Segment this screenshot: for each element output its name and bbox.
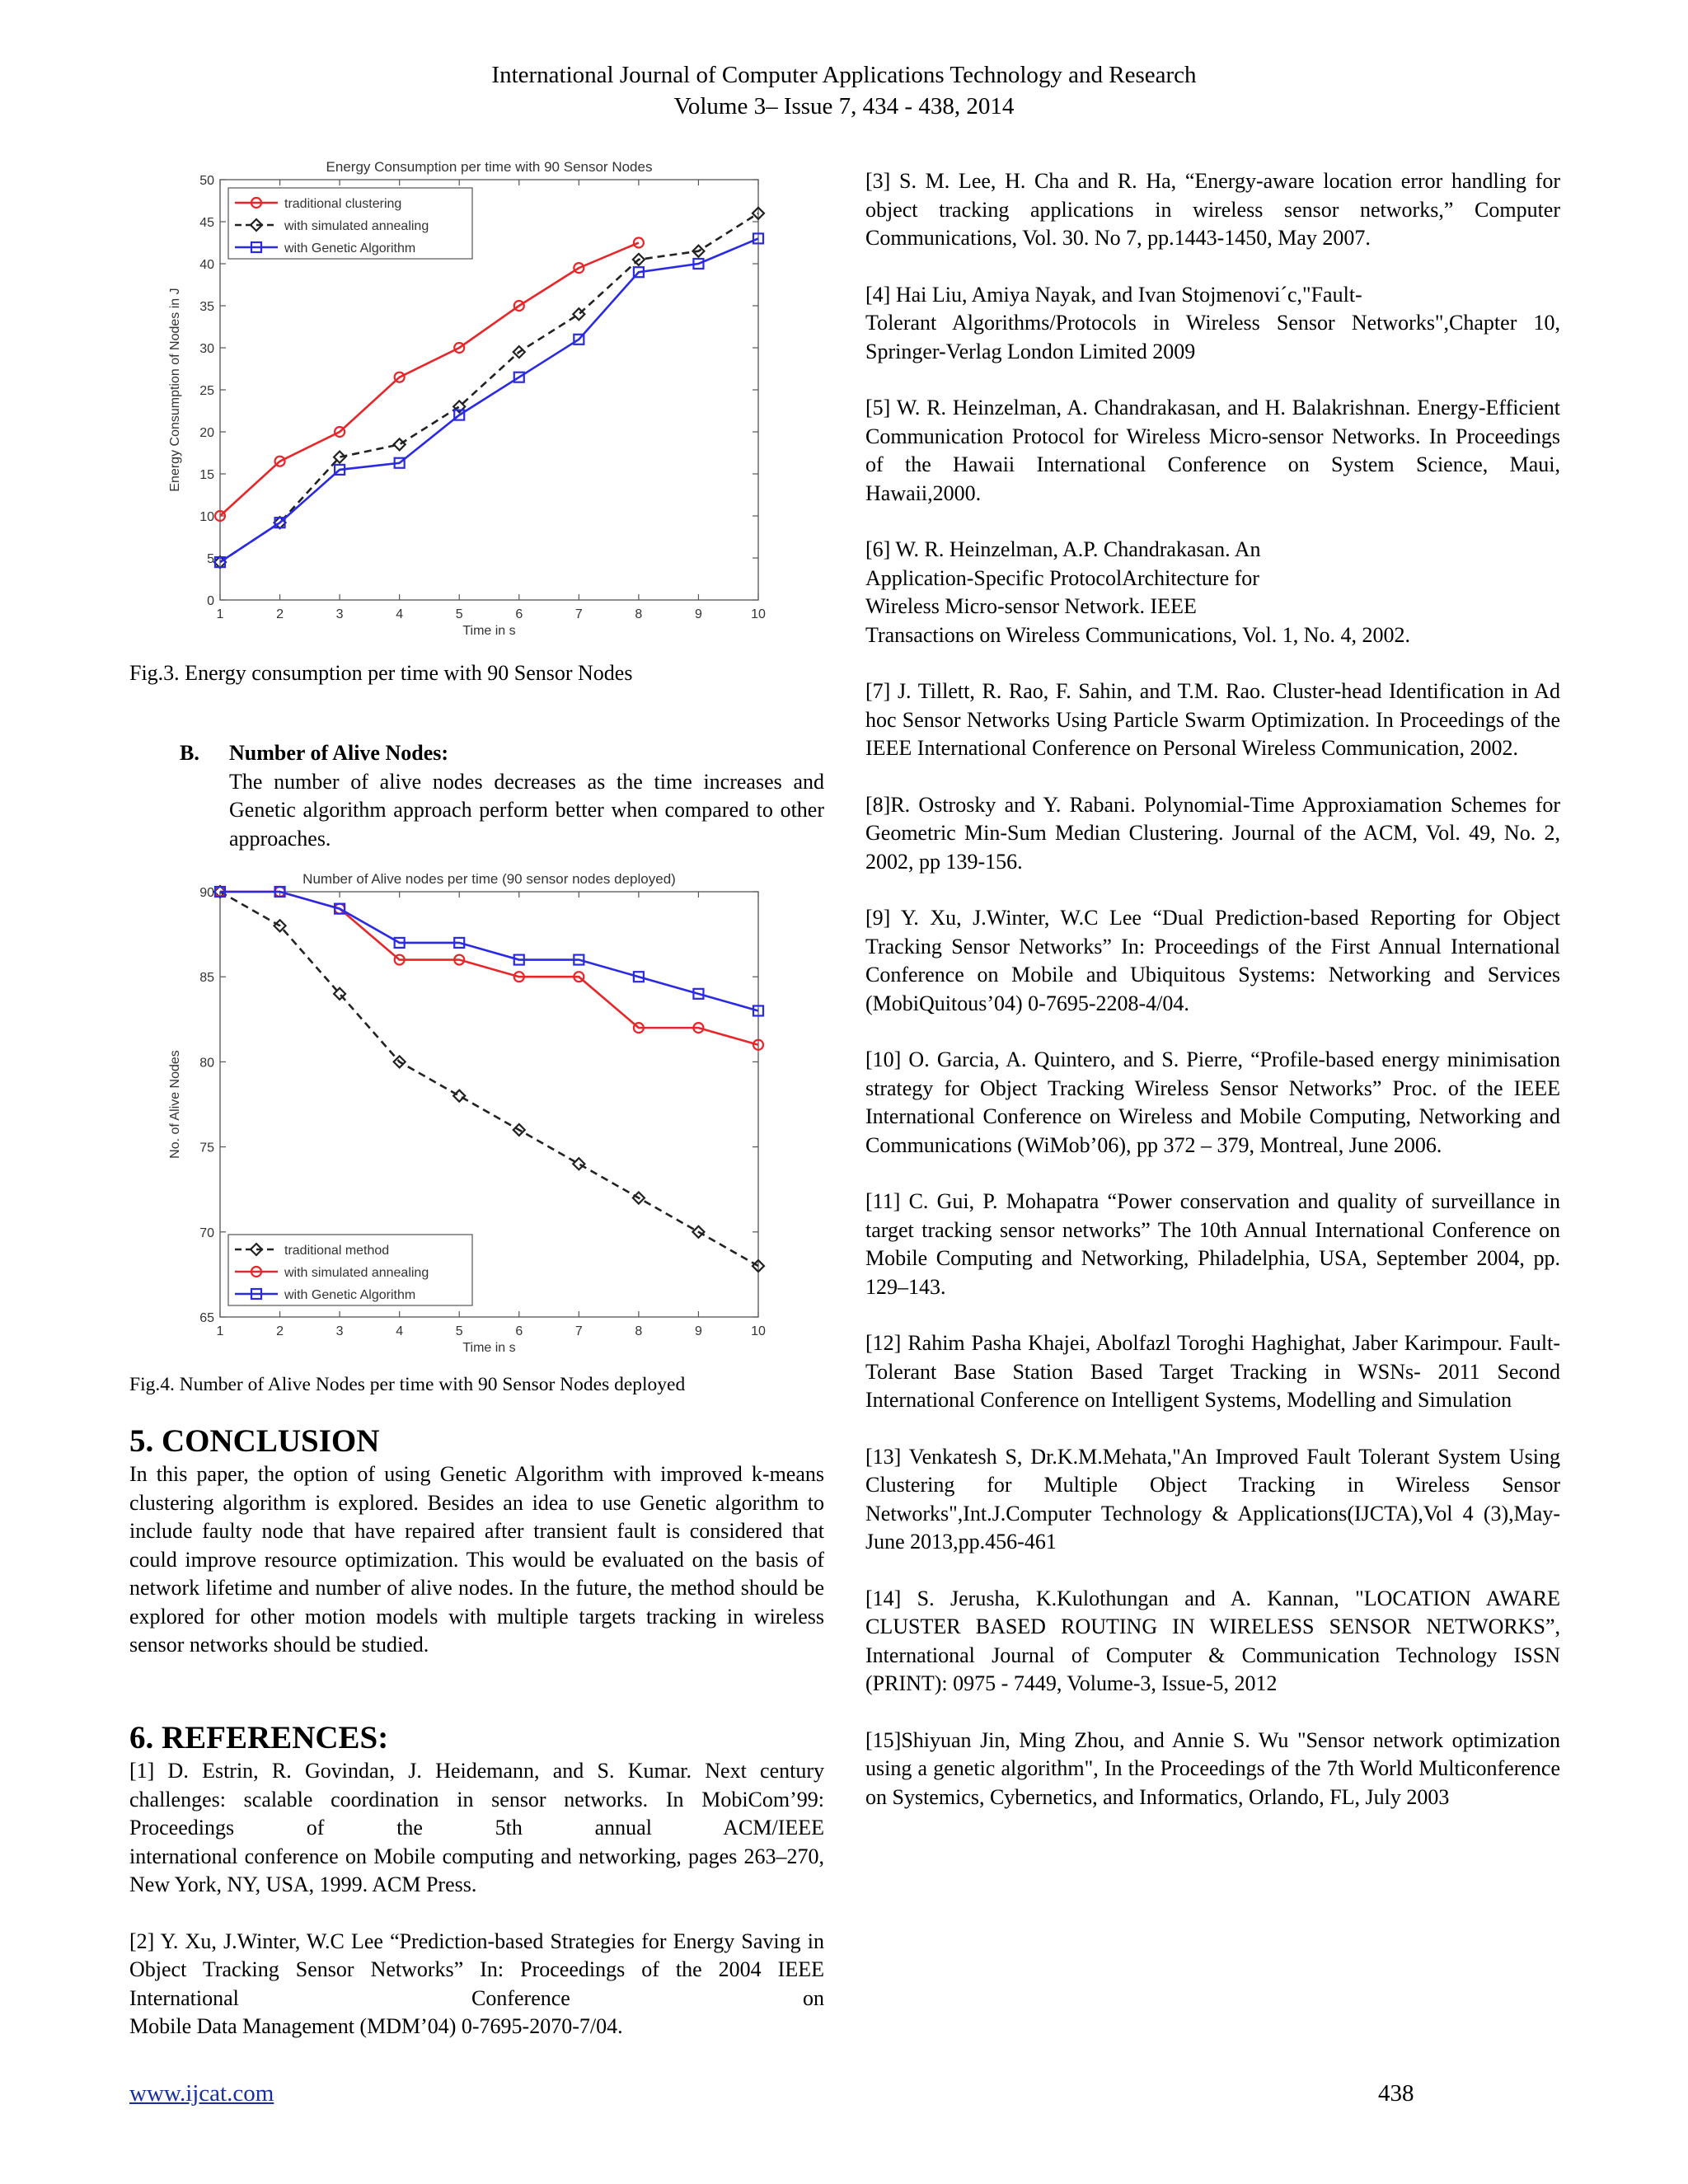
y-tick-label: 0 [207, 594, 214, 608]
x-tick-label: 5 [455, 1324, 463, 1338]
x-tick-label: 1 [216, 1324, 224, 1338]
reference-item [865, 904, 1560, 1018]
reference-item [865, 167, 1560, 253]
x-tick-label: 2 [276, 1324, 284, 1338]
reference-text: [4] Hai Liu, Amiya Nayak, and Ivan Stojmenovi´c,"Fault- [865, 282, 1362, 307]
y-tick-label: 75 [199, 1141, 214, 1155]
reference-item [865, 536, 1560, 649]
fig4-chart-svg [161, 861, 775, 1362]
reference-text: [3] S. M. Lee, H. Cha and R. Ha, “Energy-aware location error handling for object tracking applications in wireless sensor networks,” Computer Communications, Vol. 30. No 7, pp.1443-1450, May 2007. [865, 169, 1560, 250]
reference-text: [9] Y. Xu, J.Winter, W.C Lee “Dual Prediction-based Reporting for Object Tracking Sensor Networks” In: Proceedings of the First Annual International Conference on Mobile and Ubiquitous Systems: Networking and Services (MobiQuitous’04) 0-7695-2208-4/04. [865, 906, 1560, 1015]
y-tick-label: 5 [207, 552, 214, 566]
legend-label: with Genetic Algorithm [284, 1288, 416, 1302]
legend-label: with Genetic Algorithm [284, 241, 416, 255]
y-tick-label: 30 [199, 342, 214, 356]
x-tick-label: 9 [694, 1324, 702, 1338]
x-tick-label: 2 [276, 607, 284, 621]
chart-title: Number of Alive nodes per time (90 sensor nodes deployed) [302, 871, 676, 887]
x-tick-label: 10 [751, 1324, 766, 1338]
x-tick-label: 5 [455, 607, 463, 621]
x-tick-label: 6 [515, 607, 523, 621]
y-tick-label: 15 [199, 468, 214, 482]
reference-text: [6] W. R. Heinzelman, A.P. Chandrakasan. An [865, 537, 1261, 561]
fig4-chart [161, 861, 775, 1362]
x-axis-label: Time in s [462, 624, 516, 638]
references-left [129, 1757, 824, 2069]
reference-text: [13] Venkatesh S, Dr.K.M.Mehata,"An Improved Fault Tolerant System Using Clustering for Multiple Object Tracking in Wireless Sensor Networks",Int.J.Computer Technology & Applications(IJCTA),Vol 4 (3),May-June 2013,pp.456-461 [865, 1444, 1560, 1554]
conclusion-body: In this paper, the option of using Genetic Algorithm with improved k-means clustering algorithm is explored. Besides an idea to use Genetic algorithm to include faulty node that have repaired after transient fault is considered that could improve resource optimization. This would be evaluated on the basis of network lifetime and number of alive nodes. In the future, the method should be explored for other motion models with multiple targets tracking in wireless sensor networks should be studied. [129, 1462, 824, 1657]
reference-text: Wireless Micro-sensor Network. IEEE [865, 594, 1197, 618]
section-b-title: Number of Alive Nodes: [229, 741, 449, 765]
reference-text: Transactions on Wireless Communications, Vol. 1, No. 4, 2002. [865, 622, 1410, 647]
legend-label: with simulated annealing [284, 1266, 429, 1280]
reference-text: Application-Specific ProtocolArchitecture for [865, 565, 1259, 590]
reference-item [865, 1443, 1560, 1557]
x-tick-label: 7 [574, 607, 583, 621]
x-tick-label: 3 [335, 607, 344, 621]
y-tick-label: 50 [199, 174, 214, 188]
y-tick-label: 40 [199, 258, 214, 272]
page-number: 438 [1378, 2080, 1414, 2107]
y-axis-label: No. of Alive Nodes [168, 1050, 182, 1159]
reference-item [865, 281, 1560, 367]
footer-link[interactable]: www.ijcat.com [129, 2080, 274, 2107]
y-tick-label: 10 [199, 510, 214, 524]
journal-title: International Journal of Computer Applications Technology and Research [491, 62, 1197, 88]
reference-text: [10] O. Garcia, A. Quintero, and S. Pierre, “Profile-based energy minimisation strategy for Object Tracking Wireless Sensor Networks” Proc. of the IEEE International Conference on Wireless and Mobile Computing, Networking and Communications (WiMob’06), pp 372 – 379, Montreal, June 2006. [865, 1047, 1560, 1157]
reference-item [865, 394, 1560, 508]
reference-text: [2] Y. Xu, J.Winter, W.C Lee “Prediction-based Strategies for Energy Saving in Object Tracking Sensor Networks” In: Proceedings of the 2004 IEEE International Conference on [129, 1929, 824, 2010]
reference-item [865, 791, 1560, 877]
reference-text: Hawaii,2000. [865, 480, 982, 505]
x-tick-label: 8 [635, 1324, 643, 1338]
fig4-caption: Fig.4. Number of Alive Nodes per time with 90 Sensor Nodes deployed [129, 1374, 686, 1395]
reference-item [865, 1188, 1560, 1301]
section-b-heading [180, 739, 824, 768]
section-b-label: B. [180, 741, 199, 765]
legend-label: traditional clustering [284, 197, 402, 211]
reference-item [865, 677, 1560, 763]
x-tick-label: 8 [635, 607, 643, 621]
reference-item [865, 1727, 1560, 1812]
legend-label: traditional method [284, 1244, 390, 1258]
x-tick-label: 1 [216, 607, 224, 621]
reference-item [129, 1928, 824, 2041]
fig3-caption: Fig.3. Energy consumption per time with 90 Sensor Nodes [129, 661, 633, 685]
y-tick-label: 65 [199, 1311, 214, 1325]
x-tick-label: 3 [335, 1324, 344, 1338]
reference-item [865, 1046, 1560, 1160]
x-tick-label: 7 [574, 1324, 583, 1338]
conclusion-heading: 5. CONCLUSION [129, 1423, 380, 1459]
x-tick-label: 9 [694, 607, 702, 621]
y-tick-label: 25 [199, 384, 214, 398]
y-tick-label: 35 [199, 300, 214, 314]
legend-label: with simulated annealing [284, 219, 429, 233]
reference-text: Mobile Data Management (MDM’04) 0-7695-2070-7/04. [129, 2014, 623, 2038]
y-tick-label: 80 [199, 1056, 214, 1071]
x-tick-label: 10 [751, 607, 766, 621]
y-tick-label: 85 [199, 971, 214, 986]
y-tick-label: 70 [199, 1226, 214, 1240]
y-tick-label: 20 [199, 426, 214, 440]
reference-item [865, 1329, 1560, 1415]
reference-text: [14] S. Jerusha, K.Kulothungan and A. Kannan, "LOCATION AWARE CLUSTER BASED ROUTING IN WIRELESS SENSOR NETWORKS”, International Journal of Computer & Communication Technology ISSN (PRINT): 0975 - 7449, Volume-3, Issue-5, 2012 [865, 1586, 1560, 1695]
reference-text: [5] W. R. Heinzelman, A. Chandrakasan, and H. Balakrishnan. Energy-Efficient Communication Protocol for Wireless Micro-sensor Networks. In Proceedings of the Hawaii International Conference on System Science, Maui, [865, 396, 1560, 476]
y-tick-label: 90 [199, 886, 214, 900]
x-tick-label: 4 [396, 1324, 404, 1338]
y-axis-label: Energy Consumption of Nodes in J [168, 288, 182, 492]
reference-text: [8]R. Ostrosky and Y. Rabani. Polynomial-Time Approxiamation Schemes for Geometric Min-Sum Median Clustering. Journal of the ACM, Vol. 49, No. 2, 2002, pp 139-156. [865, 792, 1560, 874]
reference-text: international conference on Mobile computing and networking, pages 263–270, New York, NY, USA, 1999. ACM Press. [129, 1844, 824, 1896]
reference-text: Tolerant Algorithms/Protocols in Wireless Sensor Networks",Chapter 10, Springer-Verlag London Limited 2009 [865, 311, 1560, 363]
reference-text: [11] C. Gui, P. Mohapatra “Power conservation and quality of surveillance in target tracking sensor networks” The 10th Annual International Conference on Mobile Computing and Networking, Philadelphia, USA, September 2004, pp. 129–143. [865, 1189, 1560, 1299]
reference-item [865, 1585, 1560, 1699]
section-b-body: The number of alive nodes decreases as the time increases and Genetic algorithm approach perform better when compared to other approaches. [229, 769, 824, 851]
x-tick-label: 4 [396, 607, 404, 621]
reference-item [129, 1757, 824, 1900]
fig3-chart-svg [161, 148, 775, 647]
chart-title: Energy Consumption per time with 90 Sensor Nodes [326, 159, 653, 175]
fig3-chart [161, 148, 775, 647]
reference-text: [15]Shiyuan Jin, Ming Zhou, and Annie S. Wu "Sensor network optimization using a genetic algorithm", In the Proceedings of the 7th World Multiconference on Systemics, Cybernetics, and Informatics, Orlando, FL, July 2003 [865, 1727, 1560, 1809]
references-heading: 6. REFERENCES: [129, 1720, 389, 1755]
references-right [865, 167, 1560, 1840]
reference-text: [12] Rahim Pasha Khajei, Abolfazl Toroghi Haghighat, Jaber Karimpour. Fault-Tolerant Base Station Based Target Tracking in WSNs- 2011 Second International Conference on Intelligent Systems, Modelling and Simulation [865, 1331, 1560, 1412]
journal-volume: Volume 3– Issue 7, 434 - 438, 2014 [673, 93, 1015, 120]
reference-text: [1] D. Estrin, R. Govindan, J. Heidemann, and S. Kumar. Next century challenges: scalable coordination in sensor networks. In MobiCom’99: Proceedings of the 5th annual ACM/IEEE [129, 1759, 824, 1840]
x-axis-label: Time in s [462, 1341, 516, 1355]
y-tick-label: 45 [199, 216, 214, 230]
reference-text: [7] J. Tillett, R. Rao, F. Sahin, and T.M. Rao. Cluster-head Identification in Ad hoc Sensor Networks Using Particle Swarm Optimization. In Proceedings of the IEEE International Conference on Personal Wireless Communication, 2002. [865, 679, 1560, 760]
x-tick-label: 6 [515, 1324, 523, 1338]
section-b [180, 739, 824, 853]
